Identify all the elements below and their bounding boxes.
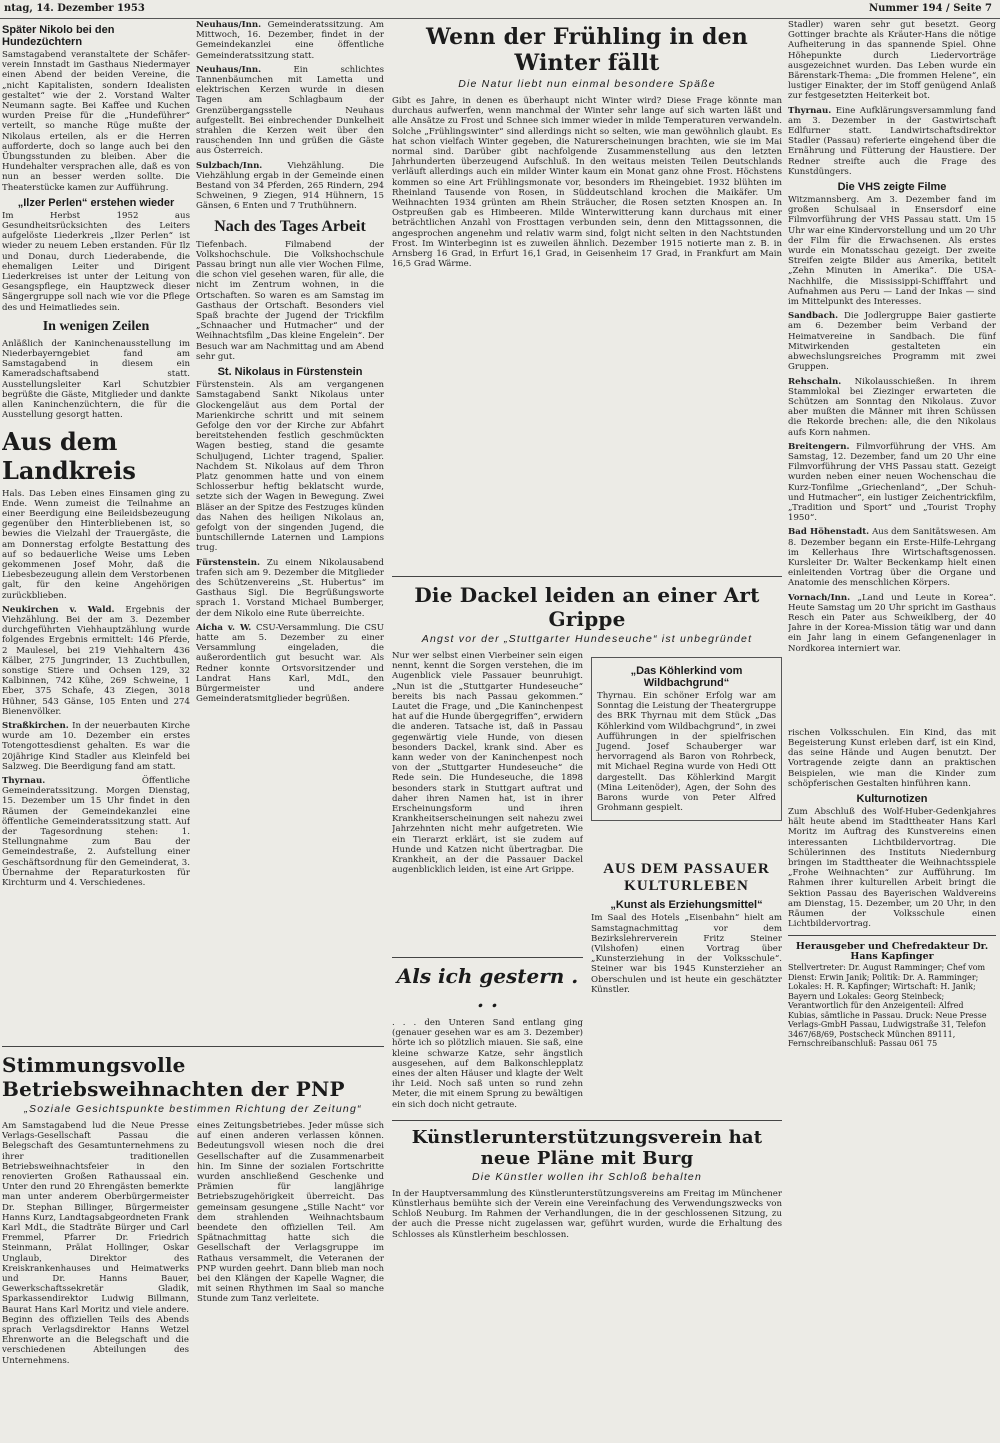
article-text: . . . den Unteren Sand entlang ging (genauer gesehen war es am 3. Dezember) hörte ich so plötzlich miauen. Sie saß, eine kleine schwarze Katze, sehr ängstlich ausgesehen, auf dem Balkonschlepplatz eines der alten Häuser und klagte der Welt ihr Leid. Noch saß unten so rund zehn Meter, die mit einem Sprung zu bewältigen ein sich doch nicht getraute. (392, 1018, 583, 1110)
article-text: Thyrnau. Ein schöner Erfolg war am Sonntag die Leistung der Theatergruppe des BRK Thyrnau mit dem Stück „Das Köhlerkind vom Wildbachgrund“, in zwei Aufführungen in der spielfrischen Jugend. Josef Schauberger war hervorragend als Baron von Rohrbeck, mit Michael Regina wurde von Hedi Ott dargestellt. Das Köhlerkind Margit (Mina Leitenöder), Agen, der Sohn des Barons wurde von Peter Alfred Grohmann gespielt. (597, 691, 776, 814)
article-body: Ergebnis der Viehzählung. Bei der am 3. Dezember durchgeführten Viehhauptzählung wurde folgendes Ergebnis ermittelt: 146 Pferde, 2 Maulesel, bei 219 Viehhaltern 436 Kälber, 275 Jungrinder, 13 Zuchtbullen, sonstige Stiere und Ochsen 129, 32 Kalbinnen, 742 Kühe, 269 Schweine, 1 Eber, 375 Schafe, 43 Ziegen, 3018 Hühner, 543 Gänse, 105 Enten und 274 Bienenvölker. (2, 604, 190, 717)
article-dateline: Neukirchen v. Wald. (2, 604, 115, 615)
article-title: Später Nikolo bei den Hundezüchtern (2, 24, 115, 48)
page-header (0, 0, 1000, 19)
article-text (196, 65, 384, 157)
section-title: Nach des Tages Arbeit (214, 217, 366, 235)
article-text (196, 623, 384, 705)
article-dateline: Aicha v. W. (196, 622, 252, 633)
article-columns (392, 651, 782, 1114)
article-title: Kulturnotizen (856, 793, 928, 805)
article-subheadline: Angst vor der „Stuttgarter Hundeseuche“ ist unbegründet (421, 633, 753, 645)
article-body: „Land und Leute in Korea“. Heute Samstag um 20 Uhr spricht im Gasthaus Resch ein Pater aus Schweiklberg, der 40 Jahre in der Korea-Mission tätig war und dann ein Jahr lang in einem Gefangenenlager in Nordkorea interniert war. (788, 592, 996, 654)
article-body: Zu einem Nikolausabend trafen sich am 9. Dezember die Mitglieder des Schützenvereins „St. Hubertus“ im Gasthaus Sigl. Die Begrüßungsworte sprach 1. Vorstand Michael Bumberger, der dem Nikolo eine Rute überreichte. (196, 557, 384, 619)
article-text: Im Saal des Hotels „Eisenbahn“ hielt am Samstagnachmittag vor dem Bezirkslehrerverein Fritz Steiner (Vilshofen) einen Vortrag über „Kunsterziehung in der Volksschule“. Steiner war bis 1945 Kunsterzieher an Oberschulen und ist heute ein geschätzter Künstler. (591, 913, 782, 995)
column-4 (788, 20, 996, 1425)
divider (392, 1120, 782, 1121)
article-text (196, 161, 384, 212)
article-text: Witzmannsberg. Am 3. Dezember fand im großen Schulsaal in Ensersdorf eine Filmvorführung der VHS Passau statt. Um 15 Uhr war eine Kindervorstellung und um 20 Uhr der Film für die Erwachsenen. Als erstes wurde ein Monatsschau gezeigt. Der zweite Streifen zeigte Bilder aus Amerika, betitelt „Zehn Minuten in Amerika“. Die USA-Nachhilfe, die Mississippi-Schifffahrt und Aufnahmen aus Peru — Land der Inkas — sind im Mittelpunkt des Interesses. (788, 195, 996, 308)
article-body: Die Jodlergruppe Baier gastierte am 6. Dezember beim Verband der Heimatvereine in Sandbach. Die fünf Mitwirkenden gestalteten ein abwechslungsreiches Programm mit zwei Gruppen. (788, 311, 996, 373)
article-body: Gemeinderatssitzung. Am Mittwoch, 16. Dezember, findet in der Gemeindekanzlei eine öffentliche Gemeinderatssitzung statt. (196, 20, 384, 61)
article-body: Eine Aufklärungsversammlung fand am 3. Dezember in der Gastwirtschaft Edlfurner statt. Landwirtschaftsdirektor Stadler (Passau) referierte eingehend über die Ernährung und Fütterung der Haustiere. Der Redner streifte auch die Frage des Kunstdüngers. (788, 105, 996, 177)
article-dateline: Neuhaus/Inn. (196, 20, 262, 30)
article-title: „Ilzer Perlen“ erstehen wieder (17, 196, 175, 209)
article-text: Gibt es Jahre, in denen es überhaupt nicht Winter wird? Diese Frage könnte man durchaus aufwerfen, wenn manchmal der Winter sehr lange auf sich warten läßt und alle Ansätze zu Frost und Schnee sich immer wieder in milde Temperaturen verwandeln. Solche „Frühlingswinter“ sind allerdings nicht so selten, wie man gewöhnlich glaubt. Es hat schon vielfach Winter gegeben, die Naturerscheinungen brachten, wie sie im Mai normal sind. Darüber gibt nachfolgende Zusammenstellung aus den letzten Jahrhunderten überzeugend Aufschluß. In den weitaus meisten Teilen Deutschlands verläuft allerdings auch ein milder Winter kaum ein Monat ganz ohne Frost. Höchstens kommen so eine Art Frühlingsmonate vor, besonders im Rheingebiet. 1932 blühten im Rheinland Tausende von Rosen, in Süddeutschland krochen die Maikäfer. Um Weihnachten 1934 grünten am Rhein Sträucher, die Rosen setzten Knospen an. In Ostpreußen gab es Himbeeren. Milde Winterwitterung kann durchaus mit einer beträchtlichen Anzahl von Frosttagen verbunden sein, denn den Mittagssonnen, die angesprochen angenehm und relativ warm sind, folgt nicht selten in den Nachtstunden Frost. Im Winterbeginn ist es zuweilen ähnlich. Dezember 1915 notierte man z. B. in Arnsberg 16 Grad, in Erfurt 16,1 Grad, in Geisenheim 17 Grad, in Frankfurt am Main 16,5 Grad Wärme. (392, 96, 782, 270)
article-text (788, 311, 996, 372)
article-subheadline: „Soziale Gesichtspunkte bestimmen Richtung der Zeitung“ (24, 1103, 362, 1115)
article-dateline: Neuhaus/Inn. (196, 64, 262, 75)
article-subheadline: Die Natur liebt nun einmal besondere Späße (458, 78, 716, 90)
article-headline: Künstlerunterstützungsverein hat neue Pläne mit Burg (411, 1126, 763, 1169)
article-text: Nur wer selbst einen Vierbeiner sein eigen nennt, kennt die Sorgen verstehen, die im Augenblick viele Passauer beunruhigt. „Nun ist die „Stuttgarter Hundeseuche“ bereits bis nach Passau gekommen.“ Lautet die Frage, und „Die Kaninchenpest hat auf die Hunde übergegriffen“, erwidern die anderen. Tatsache ist, daß in Passau gegenwärtig viele Hunde, von diesen besonders Dackel, krank sind. Aber es kann weder von der Kaninchenpest noch von der „Stuttgarter Hundeseuche“ die Rede sein. Die Hundeseuche, die 1898 besonders stark in Stuttgart auftrat und daher ihren Namen hat, ist in ihrer Erscheinungsform und ihren Krankheitserscheinungen seit nahezu zwei Jahrzehnten nicht mehr aufgetreten. Wie ein Tierarzt erklärt, ist sie zudem auf Hunde und Katzen nicht übertragbar. Die Krankheit, an der die Passauer Dackel augenblicklich leiden, ist eine Art Grippe. (392, 651, 583, 876)
article-dateline: Thyrnau. (788, 105, 832, 116)
section-title: In wenigen Zeilen (42, 318, 150, 334)
article-columns (392, 96, 782, 570)
imprint (788, 942, 996, 1049)
article-headline: Wenn der Frühling in den Winter fällt (426, 24, 748, 76)
article-text: rischen Volksschulen. Ein Kind, das mit Begeisterung Kunst erleben darf, ist ein Kind, das seine Hände und Augen benutzt. Der Vortragende zeigte dann an praktischen Beispielen, wie man die Kinder zum schöpferischen Gestalten hinführen kann. (788, 727, 996, 789)
article-title: „Kunst als Erziehungsmittel“ (610, 899, 763, 912)
article-body: Aus dem Sanitätswesen. Am 8. Dezember begann ein Erste-Hilfe-Lehrgang im Kellerhaus Ihre Wirtschaftsgenossen. Kursleiter Dr. Walter Beckenkamp hielt einen einleitenden Vortrag über die Organe und Anatomie des menschlichen Körpers. (788, 527, 996, 589)
article-body: Ein schlichtes Tannenbäumchen mit Lametta und elektrischen Kerzen wurde in diesen Tagen am Schlagbaum der Grenzübergangsstelle Neuhaus aufgestellt. Bei einbrechender Dunkelheit strahlen die Kerzen weit über den rauschenden Inn und grüßen die Gäste aus Österreich. (196, 64, 384, 157)
article-text (2, 605, 190, 717)
article-text: Im Herbst 1952 aus Gesundheitsrücksichten des Leiters aufgelöste Liederkreis „Ilzer Perlen“ ist wieder zu neuem Leben erstanden. Für Ilz und Donau, durch Liederabende, die ehemaligen Leiter und Dirigent Liederkreises ist unter der Leitung von Gesangspflege, ein Hauptzweck dieser Sängergruppe soll nach wie vor die Pflege des und Heimatliedes sein. (2, 210, 190, 313)
article-text: Samstagabend veranstaltete der Schäferverein Innstadt im Gasthaus Niedermayer einen Abend der beiden Vereine, die „nicht Kapitalisten, sondern Idealisten gestaltet“ wie der 2. Vorstand Walter Neumann sagte. Bei Kaffee und Kuchen wurden Preise für die „Hundeführer“ verteilt, so manche Rüge mußte der Nikolaus erteilen, als er die Herren aufforderte, doch so lange auch bei den Übungsstunden zu bleiben. Aber die Hundehalter versprachen alle, daß es von nun an besser werden sollte. Die Theaterstücke kamen zur Aufführung. (2, 50, 190, 193)
article-body: Viehzählung. Die Viehzählung ergab in der Gemeinde einen Bestand von 34 Pferden, 265 Rindern, 294 Schweinen, 9 Ziegen, 914 Hühnern, 15 Gänsen, 6 Enten und 7 Truthühnern. (196, 160, 384, 212)
article-columns (2, 1121, 384, 1370)
divider (392, 576, 782, 577)
article-text: Anläßlich der Kaninchenausstellung im Niederbayerngebiet fand am Samstagabend in diesem ein Kameradschaftsabend statt. Ausstellungsleiter Karl Schutzbier begrüßte die Gäste, Mitglieder und dankte allen Kaninchenzüchtern, die für die Ausstellung gesorgt hatten. (2, 338, 190, 421)
article-text: Tiefenbach. Filmabend der Volkshochschule. Die Volkshochschule Passau bringt nun alle vier Wochen Filme, die schon viel gesehen waren, für alle, die nicht im Zentrum wohnen, in die Ortschaften. So waren es am Samstag im Gasthaus der Ortschaft. Besonders viel Spaß brachte der Jugend der Trickfilm „Schnaacher und Hutmacher“ und der Weihnachtsfilm „Das kleine Engelein“. Der Besuch war am Nachmittag und am Abend sehr gut. (196, 239, 384, 362)
article-headline: Die Dackel leiden an einer Art Grippe (414, 583, 760, 631)
article-dateline: Straßkirchen. (2, 720, 69, 731)
article-text: Fürstenstein. Als am vergangenen Samstagabend Sankt Nikolaus unter Glockengeläut aus dem Portal der Marienkirche schritt und mit seinem Gefolge den vor der Kirche zur Abfahrt bereitstehenden festlich geschmückten Wagen bestieg, stand die gesamte Schuljugend, Lichter tragend, Spalier. Nachdem St. Nikolaus auf dem Thron Platz genommen hatte und von einem Schlosserbur heftig beklatscht wurde, setzte sich der Wagen in Bewegung. Zwei Bläser an der Spitze des Festzuges künden das Nahen des heiligen Nikolaus an, gefolgt von der singenden Jugend, die buntschillernde Laternen und Lampions trug. (196, 380, 384, 554)
article-text (196, 20, 384, 61)
article-title: „Das Köhlerkind vom Wildbachgrund“ (630, 665, 743, 689)
article-text: In der Hauptversammlung des Künstlerunterstützungsvereins am Freitag im Münchener Künstlerhaus bemühte sich der Verein eine Vereinfachung des Verwendungszwecks von Schloß Neuburg. Im Rahmen der Verhandlungen, die in der geschlossenen Sitzung, zu der auch die Presse nicht zugelassen war, geführt wurden, wurde die Erhaltung des Schlosses als Künstlerheim beschlossen. (392, 1188, 782, 1240)
article-dateline: Bad Höhenstadt. (788, 527, 870, 538)
article-body: Öffentliche Gemeinderatssitzung. Morgen Dienstag, 15. Dezember um 15 Uhr findet in den Räumen der Gemeindekanzlei eine öffentliche Gemeinderatssitzung statt. Auf der Tagesordnung stehen: 1. Stellungnahme zum Bau der Gemeindestraße, 2. Aufstellung einer Geschäftsordnung für den Gemeinderat, 3. Übernahme der Reparaturkosten für Kirchturm und 4. Verschiedenes. (2, 775, 190, 889)
header-page-number: Nummer 194 / Seite 7 (869, 3, 992, 14)
article-dateline: Breitengern. (788, 441, 850, 452)
article-body: Filmvorführung der VHS. Am Samstag, 12. Dezember, fand um 20 Uhr eine Filmvorführung der VHS Passau statt. Gezeigt wurden neben einer neuen Wochenschau die Kurz-Tonfilme „Griechenland“, „Der Schuh- und Hutmacher“, ein lustiger Zeichentrickfilm, „Tradition und Sport“ und „Tourist Trophy 1950“. (788, 441, 996, 524)
article-text (2, 721, 190, 772)
divider (788, 935, 996, 936)
article-dateline: Rehschaln. (788, 376, 842, 387)
article-text (788, 527, 996, 588)
pnp-article (2, 1040, 384, 1430)
article-text: Am Samstagabend lud die Neue Presse Verlags-Gesellschaft Passau die Belegschaft des Gesamtunternehmens zu ihrer traditionellen Betriebsweihnachtsfeier in den renovierten Großen Rathaussaal ein. Unter den rund 20 Ehrengästen bemerkte man unter anderem Oberbürgermeister Dr. Stephan Billinger, Bürgermeister Hanns Kurz, Landtagsabgeordneten Frank Karl MdL, die Stadträte Bürger und Carl Fremmel, Pfarrer Dr. Friedrich Steinmann, Prälat Hollinger, Oskar Unglaub, Direktor des Kreiskrankenhauses und Heimatwerks und Dr. Hanns Bauer, Gewerkschaftssekretär Gladik, Sparkassendirektor Ludwig Billmann, Baurat Hans Karl Moritz und viele andere. Beginn des offiziellen Teils des Abends sprach Verlagsdirektor Hanns Wetzel Ehrenworte an die Belegschaft und die verschiedenen Abteilungen des Unternehmens. (2, 1121, 189, 1366)
section-title: AUS DEM PASSAUER KULTURLEBEN (603, 861, 770, 895)
article-text: Zum Abschluß des Wolf-Huber-Gedenkjahres hält heute abend im Stadttheater Hans Karl Moritz im Auftrag des Kunstvereins einen interessanten Lichtbildervortrag. Die Schülerinnen des Instituts Niedernburg bringen im Stadttheater die Weihnachtsspiele „Frohe Weihnachten“ zur Aufführung. Im Rahmen ihrer kulturellen Arbeit bringt die Sektion Passau des Bayerischen Waldvereins am Dienstag, 15. Dezember, um 20 Uhr, in den Räumen der Volksschule einen Lichtbildervortrag. (788, 807, 996, 930)
article-box (591, 657, 782, 821)
article-body: In der neuerbauten Kirche wurde am 10. Dezember ein erstes Totengottesdienst gehalten. Es war die 20jährige Kind Stadler aus Kleinfeld bei Salzweg. Die Beerdigung fand am statt. (2, 720, 190, 772)
article-subheadline: Die Künstler wollen ihr Schloß behalten (471, 1170, 703, 1183)
article-text: eines Zeitungsbetriebes. Jeder müsse sich auf einen anderen verlassen können. Bedeutungsvoll wiesen noch die drei Gesellschafter auf die Zusammenarbeit hin. Im Sinne der sozialen Fortschritte wurden anschließend Geschenke und Prämien für langjährige Betriebszugehörigkeit überreicht. Das gemeinsam gesungene „Stille Nacht“ vor dem strahlenden Weihnachtsbaum beendete den offiziellen Teil. Am Spätnachmittag hatte sich die Gesellschaft der Verlagsgruppe im Rathaus versammelt, die Veteranen der PNP wurden geehrt. Dann blieb man noch bei den Klängen der Kapelle Wagner, die mit seinen Rhythmen im Saal so manche Stunde zum Tanz verleitete. (197, 1121, 384, 1305)
article-dateline: Sandbach. (788, 311, 839, 322)
section-title: Aus dem Landkreis (2, 426, 136, 485)
header-date: ntag, 14. Dezember 1953 (4, 3, 145, 14)
article-text (2, 776, 190, 888)
article-body: Nikolausschießen. In ihrem Stammlokal bei Ziezinger erwarteten die Schützen am Sonntag den Nikolaus. Zuvor aber mußten die Männer mit ihren Schüssen die Rekorde brechen: alle, die den Nikolaus aufs Korn nahmen. (788, 376, 996, 438)
article-dateline: Sulzbach/Inn. (196, 160, 263, 171)
article-dateline: Fürstenstein. (196, 557, 261, 568)
article-headline: Stimmungsvolle Betriebsweihnachten der PNP (2, 1053, 345, 1101)
article-text: Stadler) waren sehr gut besetzt. Georg Gottinger brachte als Kräuter-Hans die nötige Aufheiterung in das spannende Spiel. Ohne Höhepunkte durch Liedervorträge ausgezeichnet wurden. Das Leben wurde ein Bärenstark-Thema: „Die frommen Helene“, ein lustiger Einakter, der im Stoff genügend Anlaß zur festgesetzten Heiterkeit bot. (788, 20, 996, 102)
article-text (196, 558, 384, 619)
article-title: St. Nikolaus in Fürstenstein (217, 366, 363, 379)
article-title: Die VHS zeigte Filme (837, 181, 947, 194)
column-headline: Als ich gestern . . . (396, 964, 579, 1012)
article-dateline: Vornach/Inn. (788, 592, 851, 603)
article-text (788, 106, 996, 177)
article-text (788, 442, 996, 524)
article-text: Hals. Das Leben eines Einsamen ging zu Ende. Wenn zumeist die Teilnahme an einer Beerdigung eine Beileidsbezeugung gegenüber den Hinterbliebenen ist, so bewies die Vielzahl der Trauergäste, die am Donnerstag erfolgte Bestattung des auf so bedauerliche Weise ums Leben gekommenen Josef Mohr, daß die Liebesbezeugung allein dem Verstorbenen galt, für den keine Angehörigen zurückblieben. (2, 488, 190, 601)
article-dateline: Thyrnau. (2, 775, 46, 786)
imprint-title: Herausgeber und Chefredakteur Dr. Hans Kapfinger (795, 941, 989, 962)
article-text (788, 593, 996, 654)
article-text (788, 377, 996, 438)
column-3 (392, 20, 782, 1425)
divider (2, 1046, 384, 1047)
article-body: CSU-Versammlung. Die CSU hatte am 5. Dezember zu einer Versammlung eingeladen, die außerordentlich gut besucht war. Als Redner konnte Ortsvorsitzender und Landrat Hans Karl, MdL, den Bürgermeister und andere Gemeinderatsmitglieder begrüßen. (196, 622, 384, 705)
divider (392, 957, 583, 958)
imprint-text: Stellvertreter: Dr. August Ramminger; Chef vom Dienst: Erwin Janik; Politik: Dr. A. Ramminger; Lokales: H. R. Kapfinger; Wirtschaft: H. Janik; Bayern und Lokales: Georg Steinbeck; Verantwortlich für den Anzeigenteil: Alfred Kubias, sämtliche in Passau. Druck: Neue Presse Verlags-GmbH Passau, Ludwigstraße 31, Telefon 3467/68/69, Postscheck München 89111, Fernschreibanschluß: Passau 061 75 (788, 963, 987, 1049)
